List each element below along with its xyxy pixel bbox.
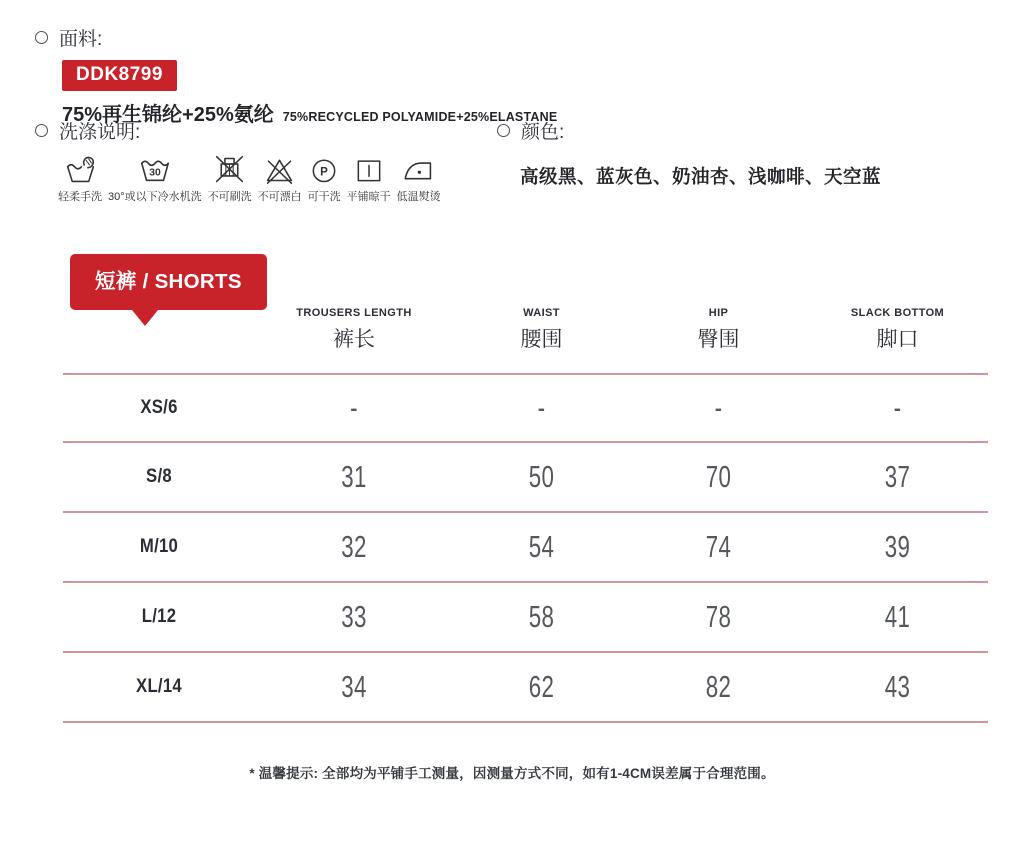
- size-row-s: [63, 443, 988, 513]
- bullet-circle-icon: [497, 124, 510, 137]
- size-value: 32: [341, 529, 367, 564]
- fabric-composition-cn: 75%再生锦纶+25%氨纶: [62, 104, 274, 126]
- iron-low-icon: [402, 153, 435, 186]
- bullet-circle-icon: [35, 31, 48, 44]
- product-code-badge: DDK8799: [62, 60, 177, 91]
- size-chart-tab-label: 短裤 / SHORTS: [95, 270, 242, 293]
- size-value: 78: [705, 599, 732, 634]
- size-value: 62: [528, 669, 555, 704]
- size-value: -: [537, 390, 546, 425]
- size-table-header-row: [63, 300, 988, 353]
- size-value: 50: [528, 459, 555, 494]
- wash-item-label: 轻柔手洗: [58, 191, 102, 203]
- column-header-waist: WAIST 腰围: [520, 307, 563, 351]
- wash-item-label: 不可刷洗: [207, 191, 252, 203]
- size-value: -: [893, 390, 902, 425]
- size-value: -: [714, 390, 723, 425]
- size-row-xl: [63, 653, 988, 723]
- size-value: 74: [705, 529, 732, 564]
- fabric-section-header: [35, 24, 557, 51]
- color-section: [497, 117, 881, 189]
- wash-item-iron-low: [397, 153, 441, 204]
- color-section-label: 颜色:: [521, 122, 565, 143]
- fabric-section: [35, 24, 557, 127]
- size-value: 34: [341, 669, 367, 704]
- wash-item-label: 可干洗: [307, 191, 341, 203]
- svg-text:P: P: [320, 166, 328, 179]
- wash-section-header: [35, 117, 441, 144]
- size-value: 58: [528, 599, 555, 634]
- dry-flat-icon: [353, 154, 385, 186]
- size-value: -: [350, 390, 358, 425]
- hand-wash-icon: [64, 153, 97, 186]
- wash-item-label: 平铺晾干: [346, 191, 391, 203]
- wash-item-label: 30°或以下冷水机洗: [108, 191, 202, 203]
- size-value: 39: [884, 529, 911, 564]
- size-value: 54: [528, 529, 555, 564]
- size-value: 43: [884, 669, 911, 704]
- size-value: 37: [884, 459, 911, 494]
- wash-item-no-scrub: [208, 153, 252, 204]
- size-label: S/8: [146, 466, 172, 487]
- wash-care-icons-row: [58, 152, 441, 204]
- wash-item-dry-clean: [308, 154, 341, 204]
- wash-item-no-bleach: [258, 153, 302, 204]
- size-label: XS/6: [140, 397, 178, 418]
- size-column-spacer: [63, 306, 255, 353]
- column-header-trousers-length: TROUSERS LENGTH 裤长: [296, 307, 412, 351]
- wash-item-machine-wash-30: [108, 152, 202, 204]
- size-value: 33: [341, 599, 367, 634]
- wash-care-section: [35, 117, 441, 204]
- bullet-circle-icon: [35, 124, 48, 137]
- size-label: L/12: [141, 606, 177, 627]
- size-label: M/10: [139, 536, 179, 557]
- column-header-slack-bottom: SLACK BOTTOM 脚口: [850, 307, 945, 351]
- fabric-composition-en: 75%RECYCLED POLYAMIDE+25%ELASTANE: [282, 110, 558, 124]
- wash-item-dry-flat: [347, 154, 391, 204]
- machine-wash-30-icon: [138, 152, 172, 186]
- size-value: 82: [705, 669, 732, 704]
- size-value: 70: [705, 459, 732, 494]
- measurement-note: * 温馨提示: 全部均为平铺手工测量，因测量方式不同，如有1-4CM误差属于合理范围。: [249, 766, 775, 781]
- wash-item-label: 不可漂白: [257, 191, 302, 203]
- svg-text:30: 30: [149, 167, 161, 179]
- wash-item-label: 低温熨烫: [396, 191, 441, 203]
- size-row-l: [63, 583, 988, 653]
- dry-clean-icon: [308, 154, 340, 186]
- color-list: 高级黑、蓝灰色、奶油杏、浅咖啡、天空蓝: [520, 166, 882, 187]
- size-row-xs: [63, 373, 988, 443]
- wash-item-hand-wash: [58, 153, 102, 204]
- wash-section-label: 洗涤说明:: [59, 122, 141, 143]
- fabric-section-label: 面料:: [59, 29, 103, 50]
- color-section-header: [497, 117, 881, 144]
- no-bleach-icon: [263, 153, 296, 186]
- size-value: 31: [341, 459, 367, 494]
- size-label: XL/14: [136, 676, 182, 697]
- size-table-body: [63, 373, 988, 723]
- no-scrub-icon: [213, 153, 246, 186]
- column-header-hip: HIP 臀围: [697, 307, 740, 351]
- size-chart-table: [63, 300, 988, 723]
- size-value: 41: [884, 599, 911, 634]
- size-row-m: [63, 513, 988, 583]
